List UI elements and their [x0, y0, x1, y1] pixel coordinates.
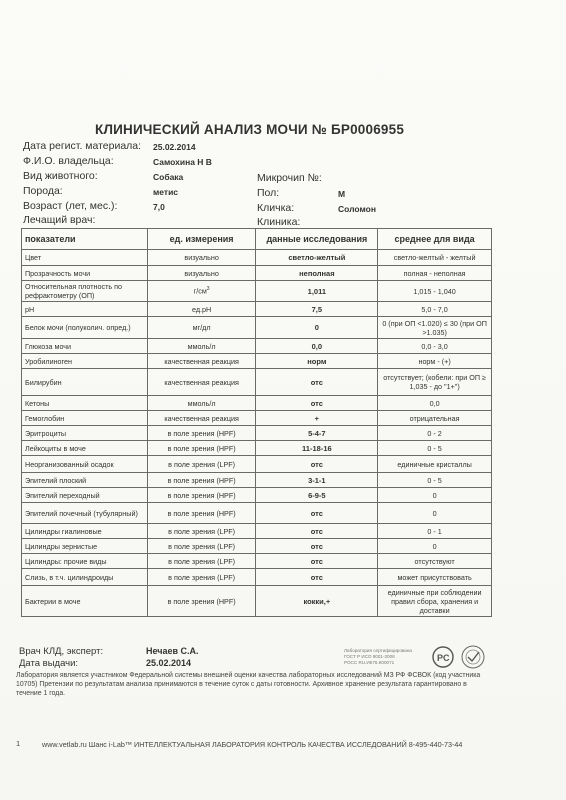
parameter-cell: Цилиндры зернистые: [22, 539, 148, 554]
certification-logo: [432, 644, 488, 670]
column-header-result: данные исследования: [256, 229, 378, 250]
reference-cell: 0: [378, 503, 492, 524]
result-cell: 11-18-16: [256, 441, 378, 456]
reference-cell: 1,015 - 1,040: [378, 281, 492, 302]
parameter-cell: Прозрачность мочи: [22, 266, 148, 281]
svg-text:PC: PC: [437, 653, 450, 663]
unit-text: г/см: [193, 286, 207, 296]
result-cell: 1,011: [256, 281, 378, 302]
result-cell: 5-4-7: [256, 426, 378, 441]
result-cell: 7,5: [256, 302, 378, 317]
unit-cell: в поле зрения (LPF): [147, 524, 256, 539]
table-row: [22, 473, 492, 488]
unit-cell: качественная реакция: [147, 411, 256, 426]
species-value: Собака: [153, 172, 184, 182]
clinic-label: Клиника:: [257, 216, 301, 228]
table-row: [22, 569, 492, 586]
reference-cell: 0: [378, 539, 492, 554]
results-table: [21, 228, 492, 617]
unit-cell: в поле зрения (HPF): [147, 586, 256, 617]
parameter-cell: Цвет: [22, 250, 148, 266]
unit-cell: в поле зрения (LPF): [147, 456, 256, 473]
nickname-label: Кличка:: [257, 202, 295, 214]
unit-cell: визуально: [147, 250, 256, 266]
table-row: [22, 317, 492, 339]
parameter-cell: Лейкоциты в моче: [22, 441, 148, 456]
results-body: [22, 250, 492, 617]
unit-cell: качественная реакция: [147, 369, 256, 396]
unit-cell: ед.pH: [147, 302, 256, 317]
table-row: [22, 539, 492, 554]
result-cell: отс: [256, 554, 378, 569]
parameter-cell: Эритроциты: [22, 426, 148, 441]
table-row: [22, 339, 492, 354]
reference-cell: 5,0 - 7,0: [378, 302, 492, 317]
result-cell: неполная: [256, 266, 378, 281]
unit-cell: визуально: [147, 266, 256, 281]
parameter-cell: Цилиндры: прочие виды: [22, 554, 148, 569]
parameter-cell: Уробилиноген: [22, 354, 148, 369]
parameter-cell: Гемоглобин: [22, 411, 148, 426]
issue-date-value: 25.02.2014: [146, 658, 192, 668]
parameter-cell: Цилиндры гиалиновые: [22, 524, 148, 539]
unit-cell: в поле зрения (HPF): [147, 503, 256, 524]
reference-cell: 0 - 5: [378, 441, 492, 456]
unit-cell: [147, 281, 256, 302]
unit-cell: в поле зрения (HPF): [147, 426, 256, 441]
result-cell: отс: [256, 569, 378, 586]
table-row: [22, 266, 492, 281]
table-row: [22, 586, 492, 617]
owner-value: Самохина Н В: [153, 157, 212, 167]
reference-cell: светло-желтый - желтый: [378, 250, 492, 266]
expert-label: Врач КЛД, эксперт:: [19, 646, 104, 657]
result-cell: +: [256, 411, 378, 426]
unit-superscript: 3: [206, 286, 210, 293]
unit-cell: качественная реакция: [147, 354, 256, 369]
result-cell: кокки,+: [256, 586, 378, 617]
issue-date-label: Дата выдачи:: [19, 658, 79, 669]
result-cell: 0: [256, 317, 378, 339]
table-row: [22, 250, 492, 266]
doctor-label: Лечащий врач:: [23, 214, 96, 226]
parameter-cell: Глюкоза мочи: [22, 339, 148, 354]
parameter-cell: Белок мочи (полуколич. опред.): [22, 317, 148, 339]
bottom-footer-line: www.vetlab.ru Шанс i-Lab™ ИНТЕЛЛЕКТУАЛЬНАЯ ЛАБОРАТОРИЯ КОНТРОЛЬ КАЧЕСТВА ИССЛЕДОВАНИЙ 8-495-440-73-44: [42, 740, 463, 749]
table-row: [22, 302, 492, 317]
unit-cell: в поле зрения (HPF): [147, 441, 256, 456]
parameter-cell: Эпителий плоский: [22, 473, 148, 488]
result-cell: отс: [256, 503, 378, 524]
table-row: [22, 554, 492, 569]
table-row: [22, 441, 492, 456]
nickname-value: Соломон: [338, 204, 376, 214]
result-cell: 3-1-1: [256, 473, 378, 488]
expert-name: Нечаев С.А.: [146, 646, 199, 656]
table-row: [22, 456, 492, 473]
chip-label: Микрочип №:: [257, 172, 322, 184]
table-row: [22, 524, 492, 539]
reference-cell: полная - неполная: [378, 266, 492, 281]
result-cell: светло-желтый: [256, 250, 378, 266]
owner-label: Ф.И.О. владельца:: [23, 155, 114, 167]
column-header-reference: среднее для вида: [378, 229, 492, 250]
reference-cell: 0: [378, 488, 492, 503]
table-row: [22, 396, 492, 411]
parameter-cell: Слизь, в т.ч. цилиндроиды: [22, 569, 148, 586]
table-row: [22, 369, 492, 396]
reference-cell: отсутствуют: [378, 554, 492, 569]
parameter-cell: Относительная плотность по рефрактометру (ОП): [22, 281, 148, 302]
breed-label: Порода:: [23, 185, 63, 197]
reference-cell: 0 - 2: [378, 426, 492, 441]
page-number: 1: [16, 739, 21, 748]
unit-cell: в поле зрения (HPF): [147, 488, 256, 503]
result-cell: отс: [256, 539, 378, 554]
parameter-cell: Неорганизованный осадок: [22, 456, 148, 473]
unit-cell: в поле зрения (HPF): [147, 473, 256, 488]
unit-cell: в поле зрения (LPF): [147, 539, 256, 554]
reference-cell: норм - (+): [378, 354, 492, 369]
unit-cell: ммоль/л: [147, 339, 256, 354]
reference-cell: 0,0 - 3,0: [378, 339, 492, 354]
parameter-cell: Кетоны: [22, 396, 148, 411]
reference-cell: единичные при соблюдении правил сбора, хранения и доставки: [378, 586, 492, 617]
table-row: [22, 503, 492, 524]
result-cell: отс: [256, 456, 378, 473]
parameter-cell: pH: [22, 302, 148, 317]
page-title: КЛИНИЧЕСКИЙ АНАЛИЗ МОЧИ № БР0006955: [95, 122, 405, 137]
table-row: [22, 411, 492, 426]
table-header-row: [22, 229, 492, 250]
result-cell: 6-9-5: [256, 488, 378, 503]
sex-label: Пол:: [257, 187, 280, 199]
table-row: [22, 354, 492, 369]
unit-cell: мг/дл: [147, 317, 256, 339]
cert-line-3: РОСС RU.ИК76.К00071: [344, 660, 395, 666]
reference-cell: 0 - 1: [378, 524, 492, 539]
result-cell: норм: [256, 354, 378, 369]
column-header-unit: ед. измерения: [147, 229, 256, 250]
column-header-parameter: показатели: [22, 229, 148, 250]
reference-cell: 0 - 5: [378, 473, 492, 488]
table-row: [22, 488, 492, 503]
certification-text: [344, 648, 412, 667]
reference-cell: может присутствовать: [378, 569, 492, 586]
reference-cell: единичные кристаллы: [378, 456, 492, 473]
species-label: Вид животного:: [23, 170, 98, 182]
parameter-cell: Эпителий переходный: [22, 488, 148, 503]
result-cell: отс: [256, 369, 378, 396]
breed-value: метис: [153, 187, 179, 197]
result-cell: 0,0: [256, 339, 378, 354]
cert-line-2: ГОСТ Р ИСО 9001-2008: [344, 654, 395, 660]
reference-cell: отсутствует; (кобели: при ОП ≥ 1,035 - до "1+"): [378, 369, 492, 396]
reference-cell: 0 (при ОП <1.020) ≤ 30 (при ОП >1.035): [378, 317, 492, 339]
parameter-cell: Билирубин: [22, 369, 148, 396]
table-row: [22, 281, 492, 302]
parameter-cell: Бактерии в моче: [22, 586, 148, 617]
lab-disclaimer: Лаборатория является участником Федеральной системы внешней оценки качества лабораторных исследований МЗ РФ ФСВОК (код участника 10705) Претензии по результатам анализа принимаются в течение суток с даты готовности. Архивное хранение результата гарантировано в течение 1 года.: [16, 672, 481, 697]
reference-cell: 0,0: [378, 396, 492, 411]
result-cell: отс: [256, 524, 378, 539]
age-label: Возраст (лет, мес.):: [23, 200, 118, 212]
reference-cell: отрицательная: [378, 411, 492, 426]
sex-value: М: [338, 189, 346, 199]
unit-cell: ммоль/л: [147, 396, 256, 411]
age-value: 7,0: [153, 202, 165, 212]
cert-line-1: Лаборатория сертифицирована: [344, 648, 412, 653]
table-row: [22, 426, 492, 441]
reg-date-value: 25.02.2014: [153, 142, 196, 152]
reg-date-label: Дата регист. материала:: [23, 140, 142, 152]
result-cell: отс: [256, 396, 378, 411]
unit-cell: в поле зрения (LPF): [147, 569, 256, 586]
parameter-cell: Эпителий почечный (тубулярный): [22, 503, 148, 524]
unit-cell: в поле зрения (LPF): [147, 554, 256, 569]
